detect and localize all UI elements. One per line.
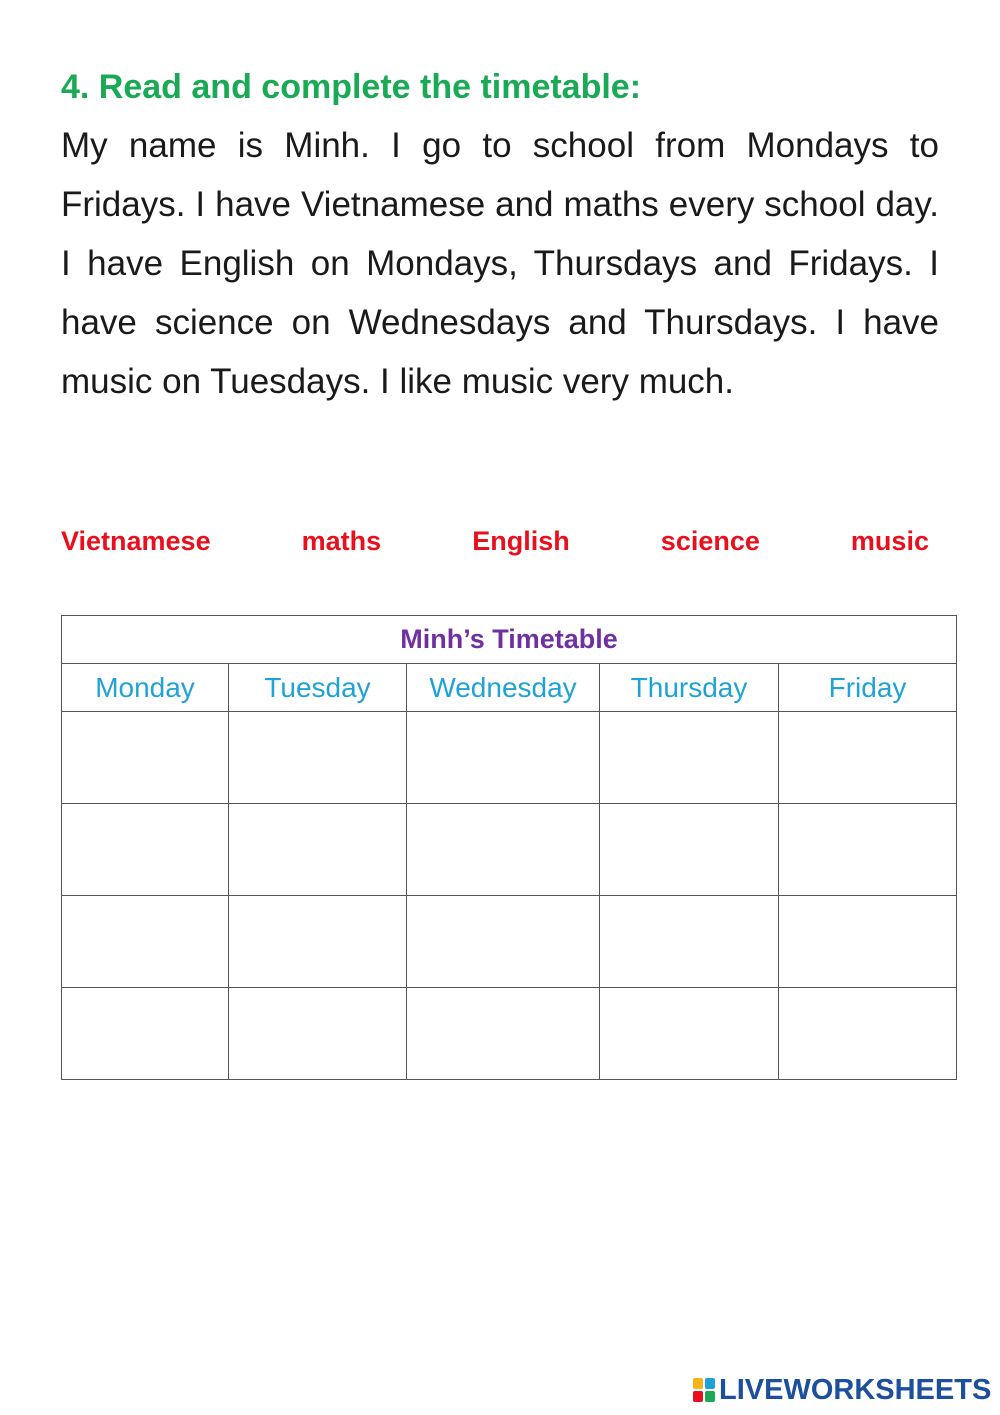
answer-cell[interactable] bbox=[779, 712, 957, 804]
liveworksheets-logo-icon bbox=[693, 1378, 715, 1402]
word-bank-item[interactable]: music bbox=[850, 526, 929, 556]
timetable-row bbox=[62, 988, 957, 1080]
answer-cell[interactable] bbox=[62, 804, 229, 896]
answer-cell[interactable] bbox=[62, 896, 229, 988]
answer-cell[interactable] bbox=[779, 804, 957, 896]
answer-cell[interactable] bbox=[779, 896, 957, 988]
answer-cell[interactable] bbox=[407, 712, 600, 804]
timetable-title: Minh’s Timetable bbox=[62, 616, 957, 664]
word-bank bbox=[61, 520, 929, 562]
exercise-heading: 4. Read and complete the timetable: bbox=[61, 68, 642, 106]
answer-cell[interactable] bbox=[229, 988, 407, 1080]
answer-cell[interactable] bbox=[600, 804, 779, 896]
answer-cell[interactable] bbox=[407, 988, 600, 1080]
answer-cell[interactable] bbox=[600, 988, 779, 1080]
answer-cell[interactable] bbox=[229, 804, 407, 896]
day-header-wednesday: Wednesday bbox=[407, 664, 600, 712]
liveworksheets-logo bbox=[693, 1373, 991, 1407]
day-header-thursday: Thursday bbox=[600, 664, 779, 712]
timetable bbox=[61, 615, 957, 1080]
answer-cell[interactable] bbox=[229, 712, 407, 804]
answer-cell[interactable] bbox=[407, 804, 600, 896]
answer-cell[interactable] bbox=[779, 988, 957, 1080]
timetable-row bbox=[62, 804, 957, 896]
answer-cell[interactable] bbox=[62, 712, 229, 804]
day-header-tuesday: Tuesday bbox=[229, 664, 407, 712]
word-bank-item[interactable]: Vietnamese bbox=[61, 526, 211, 556]
day-header-monday: Monday bbox=[62, 664, 229, 712]
logo-text: LIVEWORKSHEETS bbox=[719, 1374, 992, 1406]
timetable-row bbox=[62, 896, 957, 988]
answer-cell[interactable] bbox=[229, 896, 407, 988]
word-bank-item[interactable]: science bbox=[660, 526, 760, 556]
word-bank-item[interactable]: English bbox=[472, 526, 570, 556]
reading-passage: My name is Minh. I go to school from Mondays to Fridays. I have Vietnamese and maths every school day. I have English on Mondays, Thursdays and Fridays. I have science on Wednesdays and Thursdays. I have music on Tuesdays. I like music very much. bbox=[61, 126, 939, 401]
answer-cell[interactable] bbox=[600, 712, 779, 804]
answer-cell[interactable] bbox=[62, 988, 229, 1080]
answer-cell[interactable] bbox=[600, 896, 779, 988]
timetable-row bbox=[62, 712, 957, 804]
word-bank-item[interactable]: maths bbox=[301, 526, 382, 556]
day-header-friday: Friday bbox=[779, 664, 957, 712]
answer-cell[interactable] bbox=[407, 896, 600, 988]
